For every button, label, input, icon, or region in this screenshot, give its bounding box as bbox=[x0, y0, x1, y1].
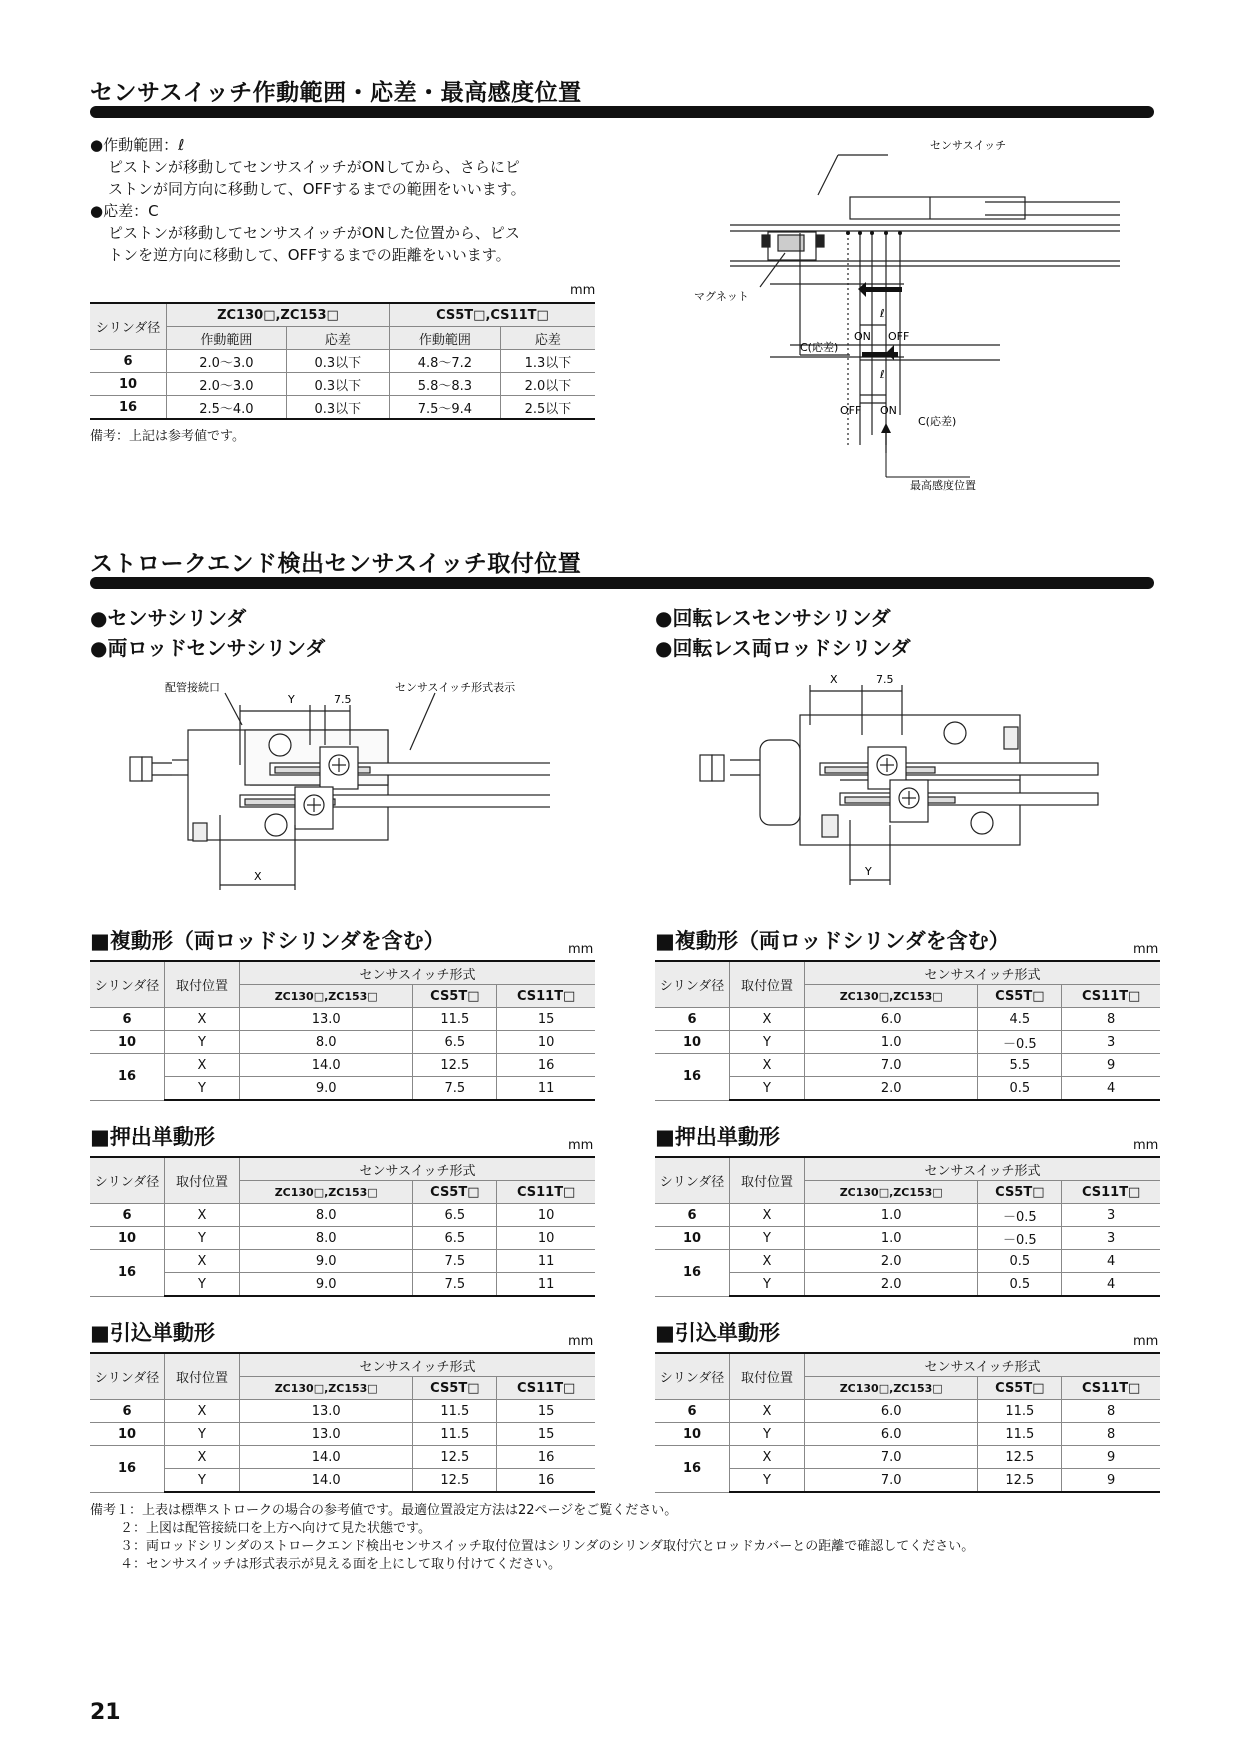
table-cell: X bbox=[165, 1008, 240, 1031]
table-cell: 0.5 bbox=[978, 1077, 1062, 1101]
table-cell: 16 bbox=[655, 1250, 730, 1297]
table-cell: 10 bbox=[90, 373, 167, 396]
label-75: 7.5 bbox=[876, 673, 894, 686]
table-cell: 8 bbox=[1062, 1008, 1160, 1031]
table-cell: 4 bbox=[1062, 1273, 1160, 1297]
range-heading: ●作動範囲：ℓ bbox=[90, 136, 185, 154]
header-cs11: CS11T□ bbox=[497, 1181, 595, 1204]
table-cell: 16 bbox=[655, 1446, 730, 1493]
section2-title: ストロークエンド検出センサスイッチ取付位置 bbox=[90, 551, 582, 577]
table-cell: 4.8～7.2 bbox=[389, 350, 500, 373]
label-port: 配管接続口 bbox=[165, 681, 220, 694]
table-cell: 7.0 bbox=[805, 1469, 978, 1493]
header-bore: シリンダ径 bbox=[90, 1157, 165, 1204]
table-cell: 6 bbox=[655, 1008, 730, 1031]
table-cell: 13.0 bbox=[240, 1423, 413, 1446]
label-sensor-switch: センサスイッチ bbox=[930, 139, 1007, 152]
table-cell: 12.5 bbox=[978, 1446, 1062, 1469]
table-cell: 6 bbox=[655, 1400, 730, 1423]
table-cell: 1.0 bbox=[805, 1031, 978, 1054]
label-on-1: ON bbox=[854, 330, 871, 343]
header-bore: シリンダ径 bbox=[90, 1353, 165, 1400]
label-x: X bbox=[830, 673, 838, 686]
table-cell: X bbox=[165, 1400, 240, 1423]
header-cs11: CS11T□ bbox=[497, 1377, 595, 1400]
table-cell: 7.5 bbox=[413, 1273, 497, 1297]
table-cell: X bbox=[165, 1250, 240, 1273]
table-title: ■複動形（両ロッドシリンダを含む） bbox=[90, 929, 445, 953]
table-cell: X bbox=[165, 1204, 240, 1227]
label-y: Y bbox=[865, 865, 872, 878]
table-cell: 9.0 bbox=[240, 1273, 413, 1297]
unit-label: mm bbox=[568, 1138, 594, 1153]
header-switch-type: センサスイッチ形式 bbox=[805, 1353, 1161, 1377]
table-cell: 2.0以下 bbox=[500, 373, 595, 396]
table-cell: 2.0～3.0 bbox=[167, 350, 287, 373]
table-cell: 10 bbox=[655, 1423, 730, 1446]
table-cell: 16 bbox=[90, 1250, 165, 1297]
table-cell: 15 bbox=[497, 1400, 595, 1423]
header-zc: ZC130□,ZC153□ bbox=[240, 1377, 413, 1400]
header-diff: 応差 bbox=[286, 327, 389, 350]
table-cell: 9.0 bbox=[240, 1077, 413, 1101]
table-cell: 4 bbox=[1062, 1250, 1160, 1273]
header-switch-type: センサスイッチ形式 bbox=[805, 1157, 1161, 1181]
header-cs5: CS5T□ bbox=[978, 985, 1062, 1008]
table-cell: 9 bbox=[1062, 1446, 1160, 1469]
table-cell: X bbox=[730, 1250, 805, 1273]
label-type-mark: センサスイッチ形式表示 bbox=[395, 681, 516, 694]
header-bore: シリンダ径 bbox=[655, 1353, 730, 1400]
label-l-2: ℓ bbox=[880, 368, 885, 381]
unit-label: mm bbox=[1133, 942, 1159, 957]
table-cell: 16 bbox=[655, 1054, 730, 1101]
table-cell: 7.5～9.4 bbox=[389, 396, 500, 420]
diff-heading: ●応差：C bbox=[90, 202, 159, 220]
table-cell: 10 bbox=[90, 1423, 165, 1446]
table-cell: 4 bbox=[1062, 1077, 1160, 1101]
table-cell: 0.3以下 bbox=[286, 373, 389, 396]
table-cell: 10 bbox=[497, 1204, 595, 1227]
header-zc: ZC130□,ZC153□ bbox=[240, 985, 413, 1008]
table-cell: X bbox=[730, 1400, 805, 1423]
table-cell: 14.0 bbox=[240, 1446, 413, 1469]
table-cell: 16 bbox=[497, 1054, 595, 1077]
table-cell: 16 bbox=[497, 1469, 595, 1493]
table-cell: 5.8～8.3 bbox=[389, 373, 500, 396]
table-cell: 12.5 bbox=[413, 1446, 497, 1469]
table-title: ■複動形（両ロッドシリンダを含む） bbox=[655, 929, 1010, 953]
table-cell: 2.0 bbox=[805, 1077, 978, 1101]
table-cell: 3 bbox=[1062, 1204, 1160, 1227]
table-cell: 11 bbox=[497, 1250, 595, 1273]
section1-note: 備考：上記は参考値です。 bbox=[90, 429, 245, 444]
note-4: ４：センサスイッチは形式表示が見える面を上にして取り付けてください。 bbox=[120, 1557, 561, 1572]
table-cell: 6 bbox=[90, 1400, 165, 1423]
table-cell: 8.0 bbox=[240, 1204, 413, 1227]
position-table bbox=[90, 1156, 595, 1297]
table-cell: 12.5 bbox=[978, 1469, 1062, 1493]
table-cell: X bbox=[730, 1446, 805, 1469]
table-cell: 10 bbox=[655, 1031, 730, 1054]
table-cell: X bbox=[730, 1204, 805, 1227]
table-cell: 5.5 bbox=[978, 1054, 1062, 1077]
table-cell: X bbox=[730, 1054, 805, 1077]
unit-label: mm bbox=[568, 942, 594, 957]
diff-desc-1: ピストンが移動してセンサスイッチがONした位置から、ピス bbox=[108, 224, 520, 242]
label-75: 7.5 bbox=[334, 693, 352, 706]
table-cell: 2.0～3.0 bbox=[167, 373, 287, 396]
table-cell: 7.5 bbox=[413, 1077, 497, 1101]
non-rotating-cylinder-figure bbox=[690, 665, 1110, 890]
table-cell: X bbox=[730, 1008, 805, 1031]
table-cell: Y bbox=[165, 1273, 240, 1297]
label-x: X bbox=[254, 870, 262, 883]
header-cs5: CS5T□ bbox=[978, 1181, 1062, 1204]
unit-label: mm bbox=[568, 1334, 594, 1349]
table-cell: Y bbox=[730, 1077, 805, 1101]
table-cell: 11.5 bbox=[978, 1423, 1062, 1446]
table-cell: 1.0 bbox=[805, 1204, 978, 1227]
table-cell: 6.0 bbox=[805, 1423, 978, 1446]
header-cs5: CS5T□ bbox=[413, 1181, 497, 1204]
header-range: 作動範囲 bbox=[389, 327, 500, 350]
label-c-diff-1: C(応差) bbox=[800, 341, 839, 354]
header-group2: CS5T□,CS11T□ bbox=[389, 303, 595, 327]
table-cell: 11.5 bbox=[413, 1400, 497, 1423]
range-desc-1: ピストンが移動してセンサスイッチがONしてから、さらにピ bbox=[108, 158, 520, 176]
table-cell: 10 bbox=[90, 1227, 165, 1250]
table-cell: 12.5 bbox=[413, 1469, 497, 1493]
table-cell: 10 bbox=[497, 1031, 595, 1054]
table-cell: 8 bbox=[1062, 1400, 1160, 1423]
operating-range-diagram bbox=[690, 135, 1130, 495]
table-cell: 11 bbox=[497, 1273, 595, 1297]
table-cell: 7.5 bbox=[413, 1250, 497, 1273]
table-cell: X bbox=[165, 1054, 240, 1077]
diff-desc-2: トンを逆方向に移動して、OFFするまでの距離をいいます。 bbox=[108, 246, 511, 264]
header-cs11: CS11T□ bbox=[497, 985, 595, 1008]
table-cell: Y bbox=[165, 1031, 240, 1054]
header-zc: ZC130□,ZC153□ bbox=[805, 985, 978, 1008]
range-desc-2: ストンが同方向に移動して、OFFするまでの範囲をいいます。 bbox=[108, 180, 526, 198]
table-cell: Y bbox=[165, 1227, 240, 1250]
section1-description bbox=[90, 134, 610, 266]
table-cell: －0.5 bbox=[978, 1227, 1062, 1250]
header-position: 取付位置 bbox=[165, 1157, 240, 1204]
position-table bbox=[90, 960, 595, 1101]
header-switch-type: センサスイッチ形式 bbox=[240, 961, 596, 985]
table-cell: 16 bbox=[497, 1446, 595, 1469]
table-cell: 12.5 bbox=[413, 1054, 497, 1077]
header-diff: 応差 bbox=[500, 327, 595, 350]
table-cell: 13.0 bbox=[240, 1400, 413, 1423]
table-cell: 10 bbox=[655, 1227, 730, 1250]
table-cell: 15 bbox=[497, 1423, 595, 1446]
section2-rule bbox=[90, 577, 1154, 589]
table-cell: 6 bbox=[90, 350, 167, 373]
table-cell: 2.5以下 bbox=[500, 396, 595, 420]
header-cs5: CS5T□ bbox=[413, 1377, 497, 1400]
table-cell: Y bbox=[730, 1423, 805, 1446]
table-cell: Y bbox=[730, 1273, 805, 1297]
table-cell: 1.3以下 bbox=[500, 350, 595, 373]
header-position: 取付位置 bbox=[730, 1157, 805, 1204]
unit-label: mm bbox=[570, 283, 596, 298]
table-cell: 6.5 bbox=[413, 1227, 497, 1250]
table-cell: 8.0 bbox=[240, 1227, 413, 1250]
sensor-cylinder-figure bbox=[110, 675, 550, 900]
table-cell: 11.5 bbox=[413, 1008, 497, 1031]
label-l-1: ℓ bbox=[880, 307, 885, 320]
header-bore: シリンダ径 bbox=[655, 1157, 730, 1204]
table-cell: 6 bbox=[90, 1008, 165, 1031]
header-position: 取付位置 bbox=[730, 961, 805, 1008]
table-cell: 0.5 bbox=[978, 1250, 1062, 1273]
table-cell: 16 bbox=[90, 396, 167, 420]
header-cs5: CS5T□ bbox=[413, 985, 497, 1008]
table-cell: 0.3以下 bbox=[286, 350, 389, 373]
table-cell: 6 bbox=[90, 1204, 165, 1227]
header-group1: ZC130□,ZC153□ bbox=[167, 303, 390, 327]
table-cell: 7.0 bbox=[805, 1446, 978, 1469]
label-off-2: OFF bbox=[840, 404, 862, 417]
table-cell: 14.0 bbox=[240, 1469, 413, 1493]
table-cell: Y bbox=[730, 1469, 805, 1493]
note-1: 備考１：上表は標準ストロークの場合の参考値です。最適位置設定方法は22ページをご覧ください。 bbox=[90, 1503, 678, 1518]
table-cell: 11 bbox=[497, 1077, 595, 1101]
position-table bbox=[655, 1156, 1160, 1297]
table-cell: 1.0 bbox=[805, 1227, 978, 1250]
table-cell: 7.0 bbox=[805, 1054, 978, 1077]
table-cell: Y bbox=[165, 1423, 240, 1446]
label-off-1: OFF bbox=[888, 330, 910, 343]
header-cs11: CS11T□ bbox=[1062, 1181, 1160, 1204]
table-cell: 8.0 bbox=[240, 1031, 413, 1054]
table-title: ■押出単動形 bbox=[655, 1125, 780, 1149]
header-cs5: CS5T□ bbox=[978, 1377, 1062, 1400]
position-table bbox=[90, 1352, 595, 1493]
label-max-sensitivity: 最高感度位置 bbox=[910, 479, 976, 492]
table-cell: X bbox=[165, 1446, 240, 1469]
section1-rule bbox=[90, 106, 1154, 118]
table-cell: －0.5 bbox=[978, 1204, 1062, 1227]
notes bbox=[90, 1502, 974, 1574]
table-cell: 2.5～4.0 bbox=[167, 396, 287, 420]
label-magnet: マグネット bbox=[694, 290, 749, 303]
table-title: ■引込単動形 bbox=[655, 1321, 780, 1345]
label-c-diff-2: C(応差) bbox=[918, 415, 957, 428]
header-position: 取付位置 bbox=[165, 961, 240, 1008]
table-cell: Y bbox=[730, 1227, 805, 1250]
table-cell: Y bbox=[730, 1031, 805, 1054]
table-cell: 10 bbox=[497, 1227, 595, 1250]
table-cell: 14.0 bbox=[240, 1054, 413, 1077]
sensor-switch-shape bbox=[850, 197, 1025, 219]
table-cell: 0.5 bbox=[978, 1273, 1062, 1297]
table-cell: Y bbox=[165, 1469, 240, 1493]
table-cell: 8 bbox=[1062, 1423, 1160, 1446]
table-cell: 2.0 bbox=[805, 1250, 978, 1273]
left-bullet-1: ●センサシリンダ bbox=[90, 606, 247, 630]
table-cell: 3 bbox=[1062, 1031, 1160, 1054]
table-cell: 11.5 bbox=[413, 1423, 497, 1446]
header-position: 取付位置 bbox=[730, 1353, 805, 1400]
table-cell: 6.5 bbox=[413, 1204, 497, 1227]
header-zc: ZC130□,ZC153□ bbox=[805, 1377, 978, 1400]
position-table bbox=[655, 960, 1160, 1101]
table-cell: 13.0 bbox=[240, 1008, 413, 1031]
header-cs11: CS11T□ bbox=[1062, 1377, 1160, 1400]
table-cell: 16 bbox=[90, 1446, 165, 1493]
header-bore: シリンダ径 bbox=[90, 961, 165, 1008]
header-cs11: CS11T□ bbox=[1062, 985, 1160, 1008]
right-bullet-2: ●回転レス両ロッドシリンダ bbox=[655, 636, 911, 660]
table-cell: －0.5 bbox=[978, 1031, 1062, 1054]
table-cell: 6.5 bbox=[413, 1031, 497, 1054]
note-2: ２：上図は配管接続口を上方へ向けて見た状態です。 bbox=[120, 1521, 431, 1536]
table-cell: 9.0 bbox=[240, 1250, 413, 1273]
header-zc: ZC130□,ZC153□ bbox=[805, 1181, 978, 1204]
table-cell: 6 bbox=[655, 1204, 730, 1227]
header-zc: ZC130□,ZC153□ bbox=[240, 1181, 413, 1204]
table-cell: 3 bbox=[1062, 1227, 1160, 1250]
section1-title: センサスイッチ作動範囲・応差・最高感度位置 bbox=[90, 80, 582, 106]
header-switch-type: センサスイッチ形式 bbox=[240, 1157, 596, 1181]
label-y: Y bbox=[288, 693, 295, 706]
header-bore: シリンダ径 bbox=[655, 961, 730, 1008]
unit-label: mm bbox=[1133, 1138, 1159, 1153]
header-range: 作動範囲 bbox=[167, 327, 287, 350]
page-number: 21 bbox=[90, 1700, 121, 1725]
position-table bbox=[655, 1352, 1160, 1493]
header-switch-type: センサスイッチ形式 bbox=[240, 1353, 596, 1377]
right-bullet-1: ●回転レスセンサシリンダ bbox=[655, 606, 891, 630]
left-bullet-2: ●両ロッドセンサシリンダ bbox=[90, 636, 326, 660]
table-cell: 9 bbox=[1062, 1469, 1160, 1493]
table-cell: 11.5 bbox=[978, 1400, 1062, 1423]
table-title: ■引込単動形 bbox=[90, 1321, 215, 1345]
table-cell: 2.0 bbox=[805, 1273, 978, 1297]
note-3: ３：両ロッドシリンダのストロークエンド検出センサスイッチ取付位置はシリンダのシリンダ取付穴とロッドカバーとの距離で確認してください。 bbox=[120, 1539, 975, 1554]
header-bore: シリンダ径 bbox=[90, 303, 167, 350]
table-cell: 0.3以下 bbox=[286, 396, 389, 420]
operating-range-table bbox=[90, 302, 595, 420]
table-cell: 16 bbox=[90, 1054, 165, 1101]
table-title: ■押出単動形 bbox=[90, 1125, 215, 1149]
unit-label: mm bbox=[1133, 1334, 1159, 1349]
table-cell: 9 bbox=[1062, 1054, 1160, 1077]
header-switch-type: センサスイッチ形式 bbox=[805, 961, 1161, 985]
table-cell: 15 bbox=[497, 1008, 595, 1031]
table-cell: 6.0 bbox=[805, 1400, 978, 1423]
table-cell: Y bbox=[165, 1077, 240, 1101]
header-position: 取付位置 bbox=[165, 1353, 240, 1400]
label-on-2: ON bbox=[880, 404, 897, 417]
table-cell: 4.5 bbox=[978, 1008, 1062, 1031]
table-cell: 10 bbox=[90, 1031, 165, 1054]
table-cell: 6.0 bbox=[805, 1008, 978, 1031]
